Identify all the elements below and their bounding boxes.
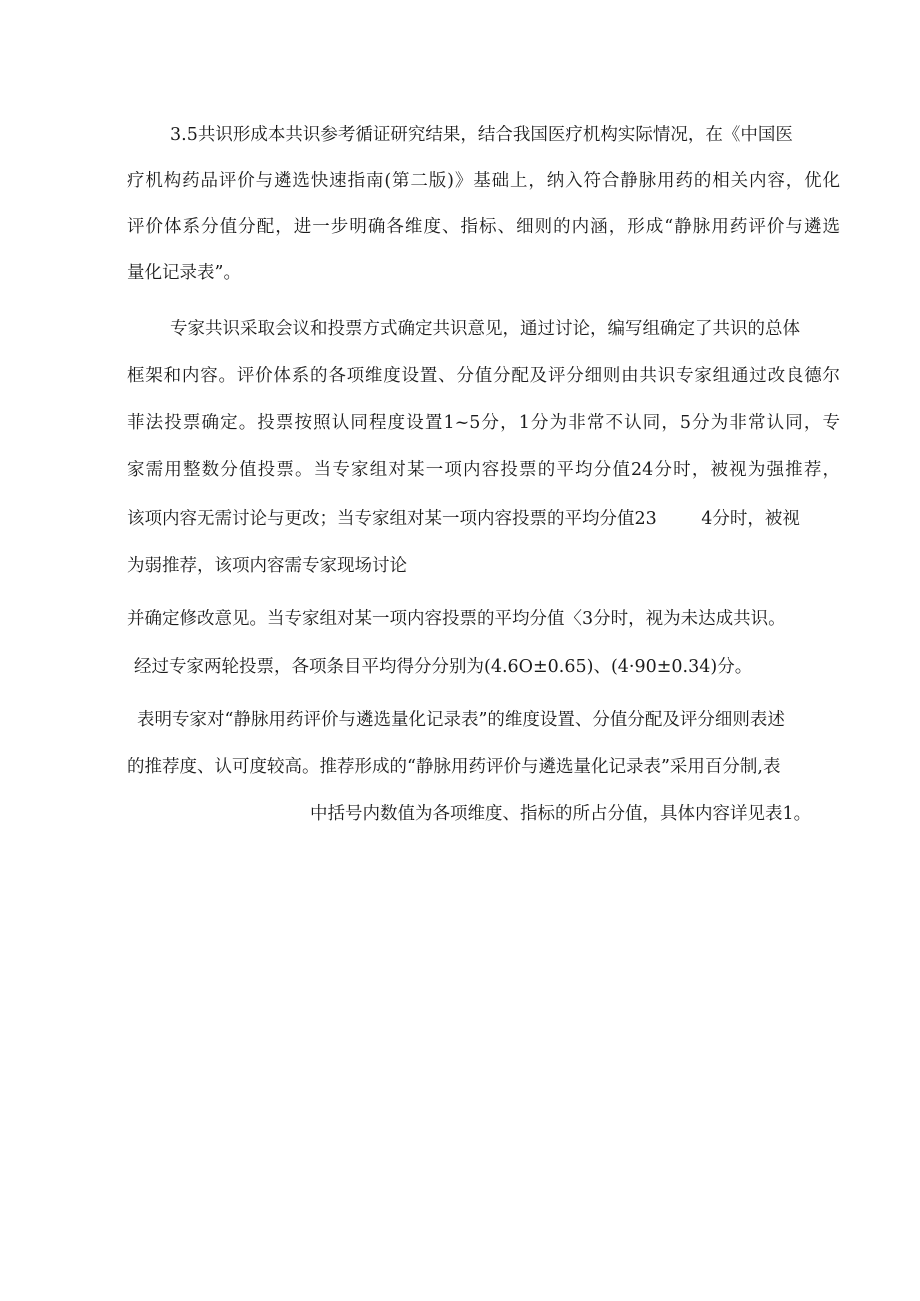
paragraph-line: 经过专家两轮投票，各项条目平均得分分别为(4.6O±0.65)、(4·90±0.34)分。 <box>134 657 753 677</box>
paragraph-line: 家需用整数分值投票。当专家组对某一项内容投票的平均分值24分时，被视为强推荐， <box>127 460 840 480</box>
paragraph-line: 为弱推荐，该项内容需专家现场讨论 <box>127 556 407 576</box>
paragraph-line: 框架和内容。评价体系的各项维度设置、分值分配及评分细则由共识专家组通过改良德尔 <box>127 366 840 386</box>
paragraph-line: 中括号内数值为各项维度、指标的所占分值，具体内容详见表1。 <box>310 804 812 824</box>
paragraph-line: 评价体系分值分配，进一步明确各维度、指标、细则的内涵，形成“静脉用药评价与遴选 <box>127 217 840 237</box>
paragraph-line: 并确定修改意见。当专家组对某一项内容投票的平均分值〈3分时，视为未达成共识。 <box>127 609 786 629</box>
paragraph-line: 的推荐度、认可度较高。推荐形成的“静脉用药评价与遴选量化记录表”采用百分制,表 <box>127 757 781 777</box>
paragraph-line: 菲法投票确定。投票按照认同程度设置1~5分，1分为非常不认同，5分为非常认同，专 <box>127 413 840 433</box>
paragraph-line: 表明专家对“静脉用药评价与遴选量化记录表”的维度设置、分值分配及评分细则表述 <box>137 710 785 730</box>
paragraph-line: 专家共识采取会议和投票方式确定共识意见，通过讨论，编写组确定了共识的总体 <box>170 319 800 339</box>
paragraph-line: 量化记录表”。 <box>127 263 241 283</box>
paragraph-line: 疗机构药品评价与遴选快速指南(第二版)》基础上，纳入符合静脉用药的相关内容，优化 <box>127 171 840 191</box>
paragraph-line: 3.5共识形成本共识参考循证研究结果，结合我国医疗机构实际情况，在《中国医 <box>170 125 793 145</box>
paragraph-line: 该项内容无需讨论与更改；当专家组对某一项内容投票的平均分值23 4分时，被视 <box>127 509 800 529</box>
